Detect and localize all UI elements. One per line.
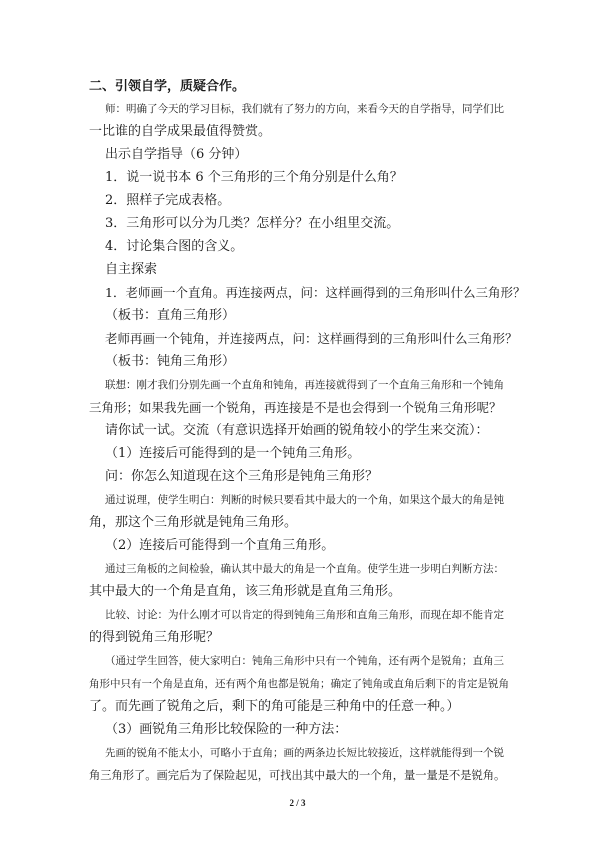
paragraph-line: 的得到锐角三角形呢？: [89, 630, 220, 645]
paragraph-line: 出示自学指导（6 分钟）: [105, 147, 248, 162]
section-heading: 二、引领自学，质疑合作。: [89, 79, 246, 94]
paragraph-line: （板书：钝角三角形）: [105, 354, 236, 369]
paragraph-line: 角形中只有一个角是直角，还有两个角也都是锐角；确定了钝角或直角后剩下的肯定是锐角: [89, 678, 509, 690]
paragraph-line: 其中最大的一个角是直角，该三角形就是直角三角形。: [89, 584, 402, 599]
subheading: 自主探索: [105, 262, 158, 277]
paragraph-line: （2）连接后可能得到一个直角三角形。: [105, 538, 335, 553]
paragraph-line: 先画的锐角不能太小，可略小于直角；画的两条边长短比较接近，这样就能得到一个锐: [105, 747, 504, 759]
list-item: 3．三角形可以分为几类？怎样分？在小组里交流。: [105, 216, 400, 231]
list-item: 1．说一说书本 6 个三角形的三个角分别是什么角？: [105, 170, 403, 185]
paragraph-line: 联想：刚才我们分别先画一个直角和钝角，再连接就得到了一个直角三角形和一个钝角: [105, 379, 504, 391]
paragraph-line: 角，那这个三角形就是钝角三角形。: [89, 515, 298, 530]
paragraph-line: 一比谁的自学成果最值得赞赏。: [89, 124, 272, 139]
paragraph-line: 请你试一试。交流（有意识选择开始画的锐角较小的学生来交流）：: [105, 423, 489, 438]
list-item: 2．照样子完成表格。: [105, 193, 231, 208]
paragraph-line: 师：明确了今天的学习目标，我们就有了努力的方向，来看今天的自学指导，同学们比: [105, 103, 504, 115]
paragraph-line: 比较、讨论：为什么刚才可以肯定的得到钝角三角形和直角三角形，而现在却不能肯定: [105, 609, 504, 621]
paragraph-line: 通过三角板的之间检验，确认其中最大的角是一个直角。使学生进一步明白判断方法：: [105, 563, 504, 575]
paragraph-line: （3）画锐角三角形比较保险的一种方法：: [105, 722, 348, 737]
list-item: 4．讨论集合图的含义。: [105, 239, 244, 254]
paragraph-line: 角三角形了。画完后为了保险起见，可找出其中最大的一个角，量一量是不是锐角。: [89, 769, 506, 782]
paragraph-line: 1．老师画一个直角。再连接两点，问：这样画得到的三角形叫什么三角形？: [105, 285, 525, 300]
paragraph-line: 老师再画一个钝角，并连接两点，问：这样画得到的三角形叫什么三角形？: [105, 331, 518, 346]
paragraph-line: 问：你怎么知道现在这个三角形是钝角三角形？: [105, 469, 379, 484]
paragraph-line: （通过学生回答，使大家明白：钝角三角形中只有一个钝角，还有两个是锐角；直角三: [105, 655, 504, 667]
paragraph-line: （板书：直角三角形）: [105, 308, 236, 323]
paragraph-line: 通过说理，使学生明白：判断的时候只要看其中最大的一个角，如果这个最大的角是钝: [105, 494, 504, 506]
paragraph-line: 三角形；如果我先画一个锐角，再连接是不是也会得到一个锐角三角形呢？: [89, 400, 502, 415]
page-number: 2 / 3: [289, 798, 306, 808]
paragraph-line: （1）连接后可能得到的是一个钝角三角形。: [105, 446, 361, 461]
paragraph-line: 了。而先画了锐角之后，剩下的角可能是三种角中的任意一种。）: [89, 699, 460, 714]
